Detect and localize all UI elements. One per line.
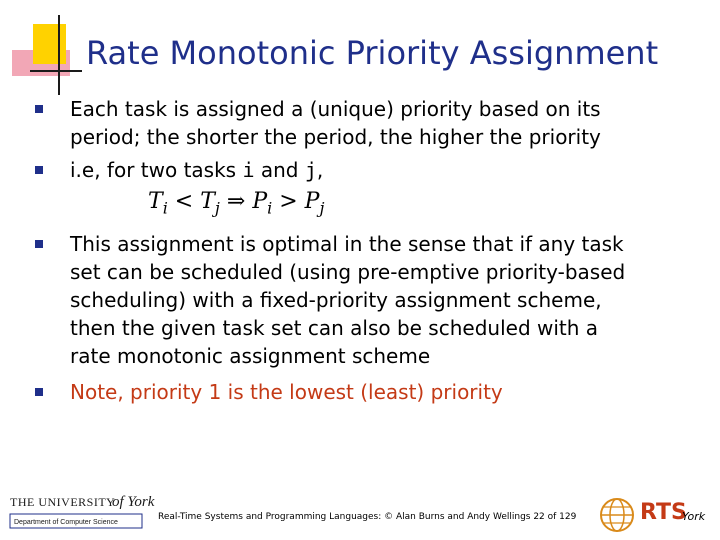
slide-title: Rate Monotonic Priority Assignment	[86, 34, 659, 72]
svg-text:of York: of York	[112, 494, 155, 510]
task-i-code: i	[242, 158, 255, 182]
task-j-code: j	[304, 158, 317, 182]
rts-label: RTS	[640, 500, 687, 525]
decoration-horizontal-line	[30, 70, 82, 72]
bullet-text: Each task is assigned a (unique) priority based on its period; the shorter the period, the higher the priority	[70, 97, 601, 149]
decoration-vertical-line	[58, 15, 60, 95]
bullet-text-note: Note, priority 1 is the lowest (least) priority	[70, 380, 503, 404]
rate-monotonic-formula: $T_i < T_j$ ⇒ $P_i > P_j$	[148, 189, 325, 218]
bullet-text: i.e, for two tasks i and j,	[70, 158, 324, 182]
bullet-square-icon	[35, 240, 43, 248]
footer-credit: Real-Time Systems and Programming Languages: © Alan Burns and Andy Wellings 22 of 129	[158, 512, 577, 522]
university-of-york-logo	[8, 488, 155, 532]
rts-york-label: York	[682, 510, 706, 523]
decoration-yellow-block	[33, 24, 66, 64]
bullet-square-icon	[35, 166, 43, 174]
bullet-square-icon	[35, 388, 43, 396]
bullet-square-icon	[35, 105, 43, 113]
svg-text:Department of Computer Science: Department of Computer Science	[14, 519, 118, 526]
bullet-text: This assignment is optimal in the sense that if any task set can be scheduled (using pre-emptive priority-based scheduling) with a fixed-priority assignment scheme, then the given task set can also be scheduled with a rate monotonic assignment scheme	[70, 232, 626, 368]
svg-text:THE UNIVERSITY: THE UNIVERSITY	[10, 495, 116, 509]
